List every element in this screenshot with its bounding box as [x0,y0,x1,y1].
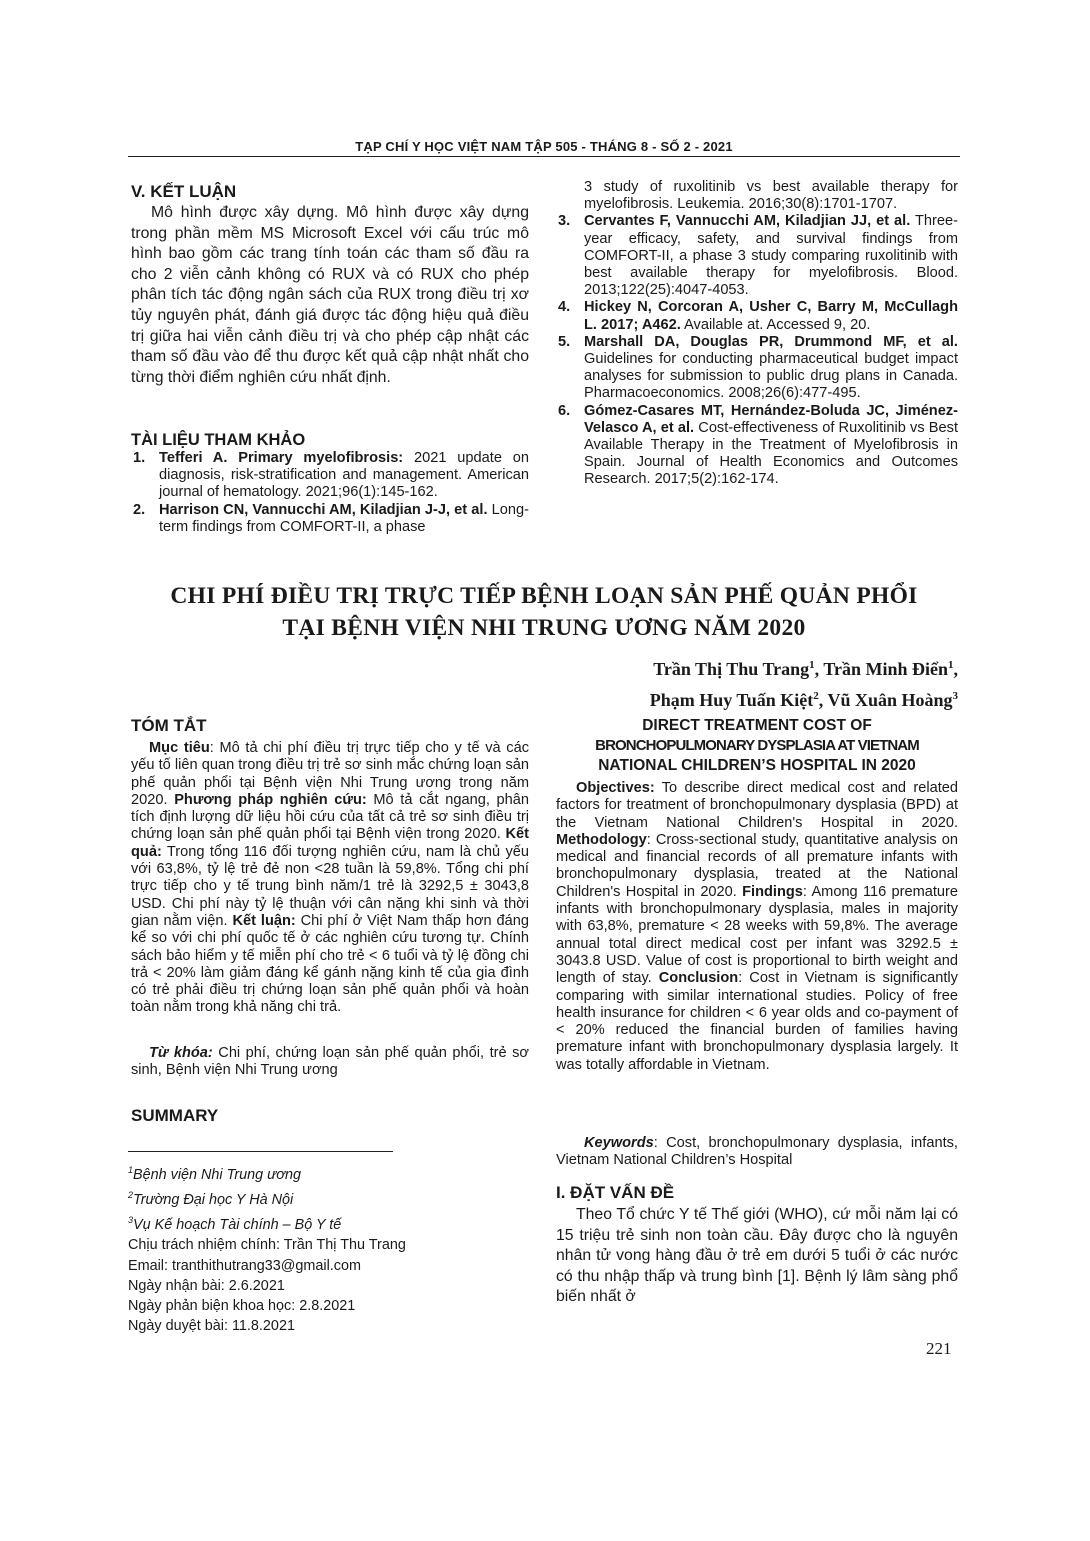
reference-number: 6. [558,402,571,419]
keywords-vi [131,1045,529,1080]
page-number: 221 [926,1339,952,1358]
date-accepted: Ngày duyệt bài: 11.8.2021 [128,1318,295,1335]
reference-authors: Tefferi A. Primary myelofibrosis: [159,450,404,466]
author-affiliation: 1 [948,659,954,671]
reference-number: 3. [558,213,571,230]
references-list-left [131,450,529,536]
abstract-label: Findings [742,883,803,900]
abstract-text: : Cross-sectional study, quantitative analysis on medical and financial records of all premature infants with bronchopulmonary dysplasia, treated at the National Children's Hospital in 2020. [556,831,958,900]
author-name: Vũ Xuân Hoàng [827,690,953,710]
abstract-label: Methodology [556,831,647,848]
footnotes [128,1160,528,1337]
abstract-text: : Mô tả chi phí điều trị trực tiếp cho y tế và các yếu tố liên quan trong điều trị trẻ sơ sinh mắc chứng loạn sản phế quản phổi tại Bệnh viện Nhi Trung ương trong năm 2020. [131,740,530,808]
reference-authors: Harrison CN, Vannucchi AM, Kiladjian J-J, et al. [159,501,488,518]
footnote-sup: 2 [128,1190,134,1201]
reference-text: Long-term findings from COMFORT-II, a phase [159,501,529,535]
abstract-label: Phương pháp nghiên cứu: [174,791,367,808]
abstract-label: Objectives: [576,780,655,796]
keywords-label: Từ khóa: [149,1045,213,1061]
abstract-label: Conclusion [658,970,739,987]
keywords-en [556,1135,958,1170]
abstract-en-body [556,780,958,1074]
reference-text: Cost-effectiveness of Ruxolitinib vs Best Available Therapy in the Treatment of Myelofibrosis in Spain. Journal of Health Economics and Outcomes Research. 2017;5(2):162-174. [584,419,958,488]
reference-item [556,299,958,333]
footnote-sup: 3 [128,1215,134,1226]
affiliation-3: Vụ Kế hoạch Tài chính – Bộ Y tế [133,1216,342,1233]
reference-text: 3 study of ruxolitinib vs best available therapy for myelofibrosis. Leukemia. 2016;30(8):1701-1707. [584,179,958,213]
introduction-heading: I. ĐẶT VẤN ĐỀ [556,1183,675,1202]
affiliation-1: Bệnh viện Nhi Trung ương [133,1166,301,1183]
contact-email: Email: tranthithutrang33@gmail.com [128,1257,361,1274]
author-list: Trần Thị Thu Trang$^1$, Trần Minh Điển$^1$, Phạm Huy Tuấn Kiệt$^2$, Vũ Xuân Hoàng$^3$ [649,659,958,710]
references-heading: TÀI LIỆU THAM KHẢO [131,431,306,449]
abstract-en-title-line-3: NATIONAL CHILDREN’S HOSPITAL IN 2020 [598,757,916,774]
abstract-text: : Cost in Vietnam is significantly comparing with similar international studies. Policy of free health insurance for children < 6 year olds and co-payment of < 20% reduced the financial burden of families having premature infant with bronchopulmonary dysplasia largely. It was totally affordable in Vietnam. [556,970,958,1073]
abstract-vi-body [131,740,529,1017]
reference-item [131,502,529,536]
reference-item [556,334,958,403]
reference-text: Available at. Accessed 9, 20. [680,316,871,333]
reference-item [556,213,958,299]
affiliation-2: Trường Đại học Y Hà Nội [133,1191,294,1208]
header-rule [128,156,960,157]
abstract-text: : Among 116 premature infants with bronchopulmonary dysplasia, males in majority with 63,8%, premature < 28 weeks with 59,8%. The average annual total direct medical cost per infant was 3292.5 ± 3043.8 USD. Value of cost is proportional to birth weight and length of stay. [556,883,958,987]
article-title-line-1: CHI PHÍ ĐIỀU TRỊ TRỰC TIẾP BỆNH LOẠN SẢN PHẾ QUẢN PHỔI [170,583,918,609]
reference-number: 1. [133,450,146,466]
article-title-line-2: TẠI BỆNH VIỆN NHI TRUNG ƯƠNG NĂM 2020 [282,615,806,641]
reference-number: 2. [133,501,146,518]
abstract-vi-heading: TÓM TẮT [131,716,207,735]
author-affiliation: 3 [952,690,958,702]
keywords-text: Chi phí, chứng loạn sản phế quản phổi, trẻ sơ sinh, Bệnh viện Nhi Trung ương [131,1045,529,1079]
introduction-text: Theo Tổ chức Y tế Thế giới (WHO), cứ mỗi năm lại có 15 triệu trẻ sinh non toàn cầu. Đây được cho là nguyên nhân tử vong hàng đầu ở trẻ em dưới 5 tuổi ở các nước có thu nhập thấp và trung bình [1]. Bệnh lý lâm sàng phổ biến nhất ở [556,1206,958,1306]
author-name: Phạm Huy Tuấn Kiệt [649,690,814,710]
reference-item [131,450,529,502]
abstract-text: Chi phí ở Việt Nam thấp hơn đáng kể so với chi phí quốc tế ở các nghiên cứu tương tự. Chính sách bảo hiểm y tế miễn phí cho trẻ < 6 tuổi và tỷ lệ đồng chi trả < 20% làm giảm đáng kể gánh nặng kinh tế của gia đình có trẻ phải điều trị chứng loạn sản phế quản phổi và hoàn toàn nằm trong khả năng chi trả. [131,912,529,1016]
reference-text: Guidelines for conducting pharmaceutical budget impact analyses for submission to public drug plans in Canada. Pharmacoeconomics. 2008;26(6):477-495. [584,351,958,402]
reference-authors: Hickey N, Corcoran A, Usher C, Barry M, McCullagh L. 2017; A462. [584,299,958,333]
abstract-label: Kết quả: [131,826,529,860]
reference-authors: Gómez-Casares MT, Hernández-Boluda JC, Jiménez-Velasco A, et al. [584,402,958,436]
summary-heading: SUMMARY [131,1106,219,1125]
author-name: Trần Thị Thu Trang [653,659,810,679]
keywords-label: Keywords [584,1135,654,1151]
author-name: Trần Minh Điển [823,659,948,679]
conclusion-heading: V. KẾT LUẬN [131,182,237,201]
abstract-en-title [556,716,958,776]
abstract-text: To describe direct medical cost and related factors for treatment of bronchopulmonary dysplasia (BPD) at the Vietnam National Children's Hospital in 2020. [556,780,958,831]
reference-continuation [556,179,958,213]
abstract-text: Trong tổng 116 đối tượng nghiên cứu, nam là chủ yếu với 63,8%, tỷ lệ trẻ đẻ non <28 tuần là 59,8%. Tổng chi phí trực tiếp cho y tế trung bình năm/1 trẻ là 3292,5 ± 3043,8 USD. Chi phí này tỷ lệ thuận với cân nặng khi sinh và thời gian nằm viện. [131,843,529,929]
abstract-text: Mô tả cắt ngang, phân tích định lượng dữ liệu hồi cứu của tất cả trẻ sơ sinh điều trị chứng loạn sản phế quản phổi tại Bệnh viện trong 2020. [131,791,530,843]
date-reviewed: Ngày phản biện khoa học: 2.8.2021 [128,1298,356,1315]
reference-authors: Cervantes F, Vannucchi AM, Kiladjian JJ, et al. [584,213,911,230]
reference-authors: Marshall DA, Douglas PR, Drummond MF, et al. [584,333,958,350]
conclusion-section [131,182,529,388]
reference-text: Three-year efficacy, safety, and survival findings from COMFORT-II, a phase 3 study comparing ruxolitinib with best available therapy for myelofibrosis. Blood. 2013;122(25):4047-4053. [584,213,958,299]
abstract-label: Mục tiêu [149,740,210,756]
introduction-section [556,1183,958,1308]
author-affiliation: 1 [809,659,815,671]
responsible-author: Chịu trách nhiệm chính: Trần Thị Thu Trang [128,1237,406,1254]
footnote-rule [128,1151,393,1152]
reference-text: 2021 update on diagnosis, risk-stratification and management. American journal of hematology. 2021;96(1):145-162. [159,450,529,501]
keywords-text: : Cost, bronchopulmonary dysplasia, infants, Vietnam National Children’s Hospital [556,1135,958,1169]
reference-number: 4. [558,299,571,316]
abstract-en-title-line-1: DIRECT TREATMENT COST OF [642,717,872,734]
article-title [128,580,960,644]
abstract-label: Kết luận: [232,912,296,929]
reference-number: 5. [558,333,571,350]
references-list-right [556,179,958,489]
conclusion-text: Mô hình được xây dựng. Mô hình được xây dựng trong phần mềm MS Microsoft Excel với cấu trúc mô hình bao gồm các trang tính toán các tham số đầu ra cho 2 viễn cảnh không có RUX và có RUX cho phép phân tích tác động ngân sách của RUX trong điều trị xơ tủy nguyên phát, đánh giá được tác động hiệu quả điều trị giữa hai viễn cảnh điều trị và cho phép cập nhật các tham số đầu vào để thu được kết quả cập nhật nhất cho từng thời điểm nghiên cứu nhất định. [131,204,529,386]
date-received: Ngày nhận bài: 2.6.2021 [128,1277,285,1294]
abstract-en-title-line-2: BRONCHOPULMONARY DYSPLASIA AT VIETNAM [595,737,919,754]
footnote-sup: 1 [128,1165,134,1175]
running-header: TẠP CHÍ Y HỌC VIỆT NAM TẬP 505 - THÁNG 8 - SỐ 2 - 2021 [355,139,733,154]
reference-item [556,403,958,489]
author-affiliation: 2 [813,690,819,702]
